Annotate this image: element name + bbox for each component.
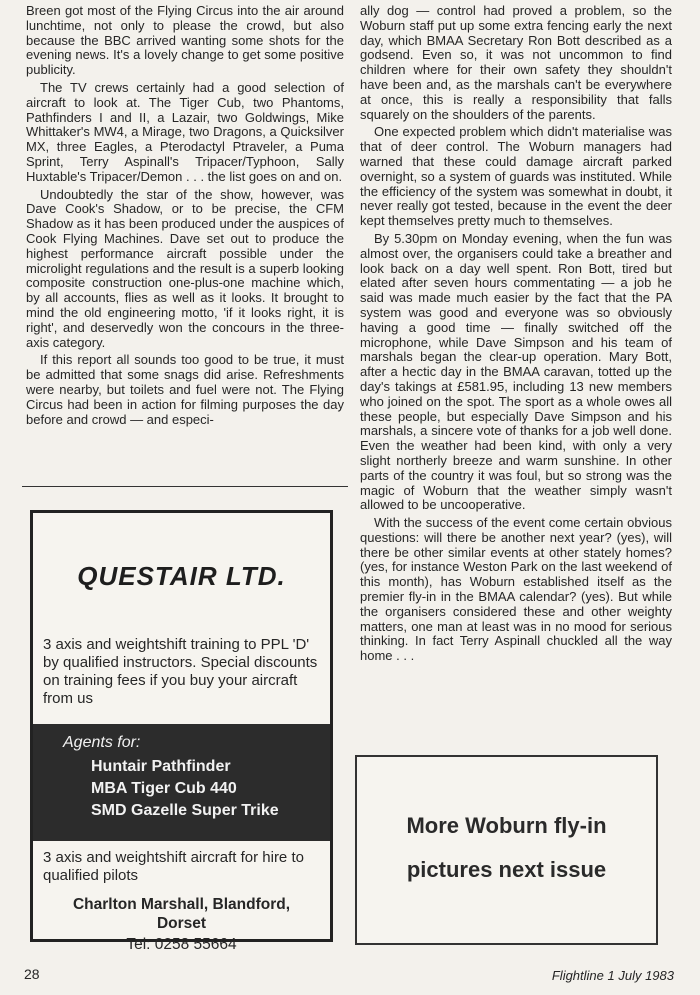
article-paragraph: Breen got most of the Flying Circus into the air around lunchtime, not only to please the crowd, but also because the BBC arrived wanting some shots for the evening news. It's a lovely change to get some positive publicity. [26,3,344,78]
advert-hire-text: 3 axis and weightshift aircraft for hire to qualified pilots [43,849,304,884]
questair-advert [30,510,333,953]
article-paragraph: By 5.30pm on Monday evening, when the fun was almost over, the organisers could take a breather and look back on a day well spent. Ron Bott, tired but elated after seven hours commentating — a job he said was made much easier by the fact that the PA system was good and everyone was so obviously having a good time — finally switched off the microphone, while Dave Simpson and his team of marshals began the clear-up operation. Mary Bott, after a hectic day in the BMAA caravan, totted up the day's takings at £581.95, including 13 new members who joined on the spot. The sport as a whole owes all these people, but especially Dave Simpson and his marshals, a sincere vote of thanks for a job well done. Even the weather had been kind, with only a very slight northerly breeze and warm sunshine. In other parts of the country it was foul, but so strong was the magic of Woburn that the weather simply wasn't allowed to be uncooperative. [360,230,672,513]
article-paragraph: With the success of the event come certain obvious questions: will there be another next year? (yes), will there be other similar events at other stately homes? (yes, for instance Weston Park on the last weekend of this month), has Woburn established itself as the premier fly-in in the BMAA calendar? (yes). But while the organisers considered these and other weighty matters, one man at least was in no mood for serious thinking. In fact Terry Aspinall chuckled all the way home . . . [360,515,672,664]
article-right-column [360,4,672,667]
article-paragraph: ally dog — control had proved a problem, so the Woburn staff put up some extra fencing early the next day, which BMAA Secretary Ron Bott described as a godsend. Even so, it was not uncommon to find children where for their own safety they shouldn't have been and, as the marshals can't be everywhere at once, this is really a responsibility that falls squarely on the shoulders of the parents. [360,3,672,122]
next-issue-notice [355,755,658,945]
article-paragraph: Undoubtedly the star of the show, however, was Dave Cook's Shadow, or to be precise, the CFM Shadow as it has been produced under the auspices of Cook Flying Machines. Dave set out to produce the highest performance aircraft possible under the microlight regulations and the result is a superb looking composite construction one-plus-one machine which, by all accounts, flies as well as it looks. It brought to mind the old engineering motto, 'if it looks right, it is right', and deservedly won the concours in the three-axis category. [26,186,344,350]
advert-address-line: Dorset [156,915,207,932]
agent-item: MBA Tiger Cub 440 [91,780,237,797]
agent-item: SMD Gazelle Super Trike [91,802,279,819]
agents-heading: Agents for: [63,734,141,751]
advert-address-line: Charlton Marshall, Blandford, [72,896,290,913]
article-paragraph: One expected problem which didn't materialise was that of deer control. The Woburn managers had warned that these could damage aircraft parked overnight, so a system of guards was instituted. While the efficiency of the system was somewhat in doubt, it never really got tested, because in the event the deer kept themselves pretty much to themselves. [360,124,672,229]
article-paragraph: If this report all sounds too good to be true, it must be admitted that some snags did arise. Refreshments were nearby, but toilets and fuel were not. The Flying Circus had been in action for filming purposes the day before and crowd — and especi- [26,352,344,427]
advert-telephone: Tel: 0258 55664 [126,936,237,953]
advert-agents-band [33,724,330,841]
notice-line: More Woburn fly-in [406,813,607,838]
article-paragraph: The TV crews certainly had a good selection of aircraft to look at. The Tiger Cub, two Phantoms, Pathfinders I and II, a Lazair, two Goldwings, Mike Whittaker's MW4, a Mirage, two Dragons, a Quicksilver MX, three Eagles, a Pterodactyl Ptraveler, a Puma Sprint, Terry Aspinall's Tripacer/Typhoon, Sally Huxtable's Tripacer/Demon . . . the list goes on and on. [26,79,344,184]
column-divider-rule [22,486,348,487]
article-left-column [26,4,344,430]
publication-footer: Flightline 1 July 1983 [551,968,674,983]
page-number: 28 [24,966,40,982]
notice-line: pictures next issue [406,857,607,882]
agent-item: Huntair Pathfinder [91,758,231,775]
advert-training-text: 3 axis and weightshift training to PPL 'D' by qualified instructors. Special discounts on training fees if you buy your aircraft from us [43,636,318,707]
advert-title: QUESTAIR LTD. [77,561,286,591]
